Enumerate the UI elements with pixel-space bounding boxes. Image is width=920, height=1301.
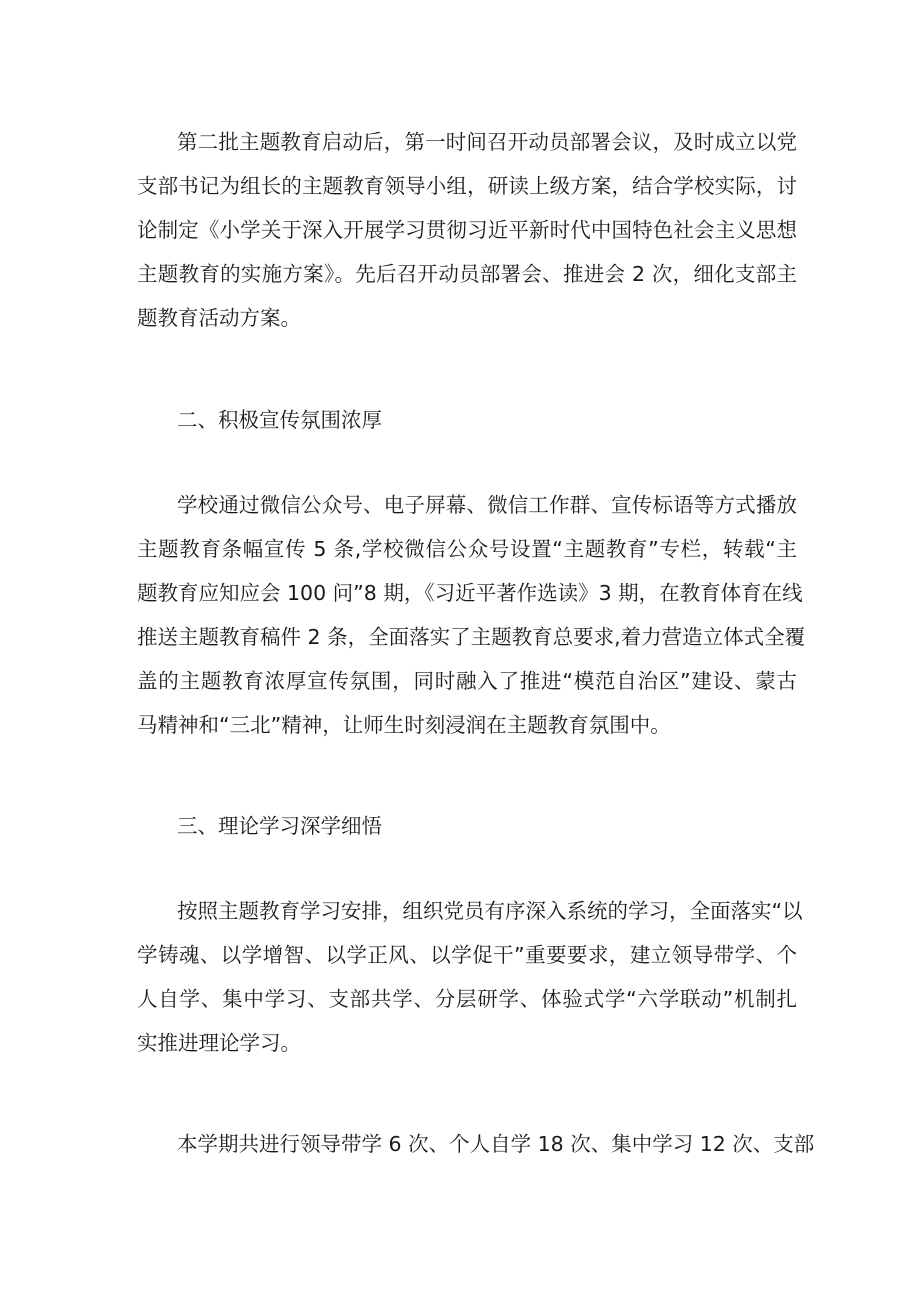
paragraph-1-line-1: 第二批主题教育启动后，第一时间召开动员部署会议，及时成立以党 bbox=[177, 130, 797, 154]
paragraph-4-line-1: 本学期共进行领导带学 6 次、个人自学 18 次、集中学习 12 次、支部 bbox=[177, 1132, 815, 1156]
section-heading-2: 二、积极宣传氛围浓厚 bbox=[177, 408, 382, 432]
paragraph-2-line-3: 题教育应知应会 100 问”8 期，《习近平著作选读》3 期，在教育体育在线 bbox=[137, 581, 803, 605]
paragraph-1-line-5: 题教育活动方案。 bbox=[137, 306, 301, 330]
paragraph-2-line-5: 盖的主题教育浓厚宣传氛围，同时融入了推进“模范自治区”建设、蒙古 bbox=[137, 669, 797, 693]
paragraph-3-line-1: 按照主题教育学习安排，组织党员有序深入系统的学习，全面落实“以 bbox=[177, 899, 803, 923]
paragraph-2-line-6: 马精神和“三北”精神，让师生时刻浸润在主题教育氛围中。 bbox=[137, 713, 671, 737]
paragraph-2-line-1: 学校通过微信公众号、电子屏幕、微信工作群、宣传标语等方式播放 bbox=[177, 493, 797, 517]
paragraph-1-line-3: 论制定《小学关于深入开展学习贯彻习近平新时代中国特色社会主义思想 bbox=[137, 218, 797, 242]
paragraph-2-line-4: 推送主题教育稿件 2 条，全面落实了主题教育总要求,着力营造立体式全覆 bbox=[137, 625, 806, 649]
section-heading-3: 三、理论学习深学细悟 bbox=[177, 814, 382, 838]
paragraph-3-line-4: 实推进理论学习。 bbox=[137, 1031, 301, 1055]
paragraph-2-line-2: 主题教育条幅宣传 5 条,学校微信公众号设置“主题教育”专栏，转载“主 bbox=[137, 537, 797, 561]
paragraph-1-line-2: 支部书记为组长的主题教育领导小组，研读上级方案，结合学校实际，讨 bbox=[137, 174, 797, 198]
paragraph-3-line-2: 学铸魂、以学增智、以学正风、以学促干”重要要求，建立领导带学、个 bbox=[137, 943, 797, 967]
paragraph-3-line-3: 人自学、集中学习、支部共学、分层研学、体验式学“六学联动”机制扎 bbox=[137, 987, 797, 1011]
paragraph-1-line-4: 主题教育的实施方案》。先后召开动员部署会、推进会 2 次，细化支部主 bbox=[137, 262, 797, 286]
